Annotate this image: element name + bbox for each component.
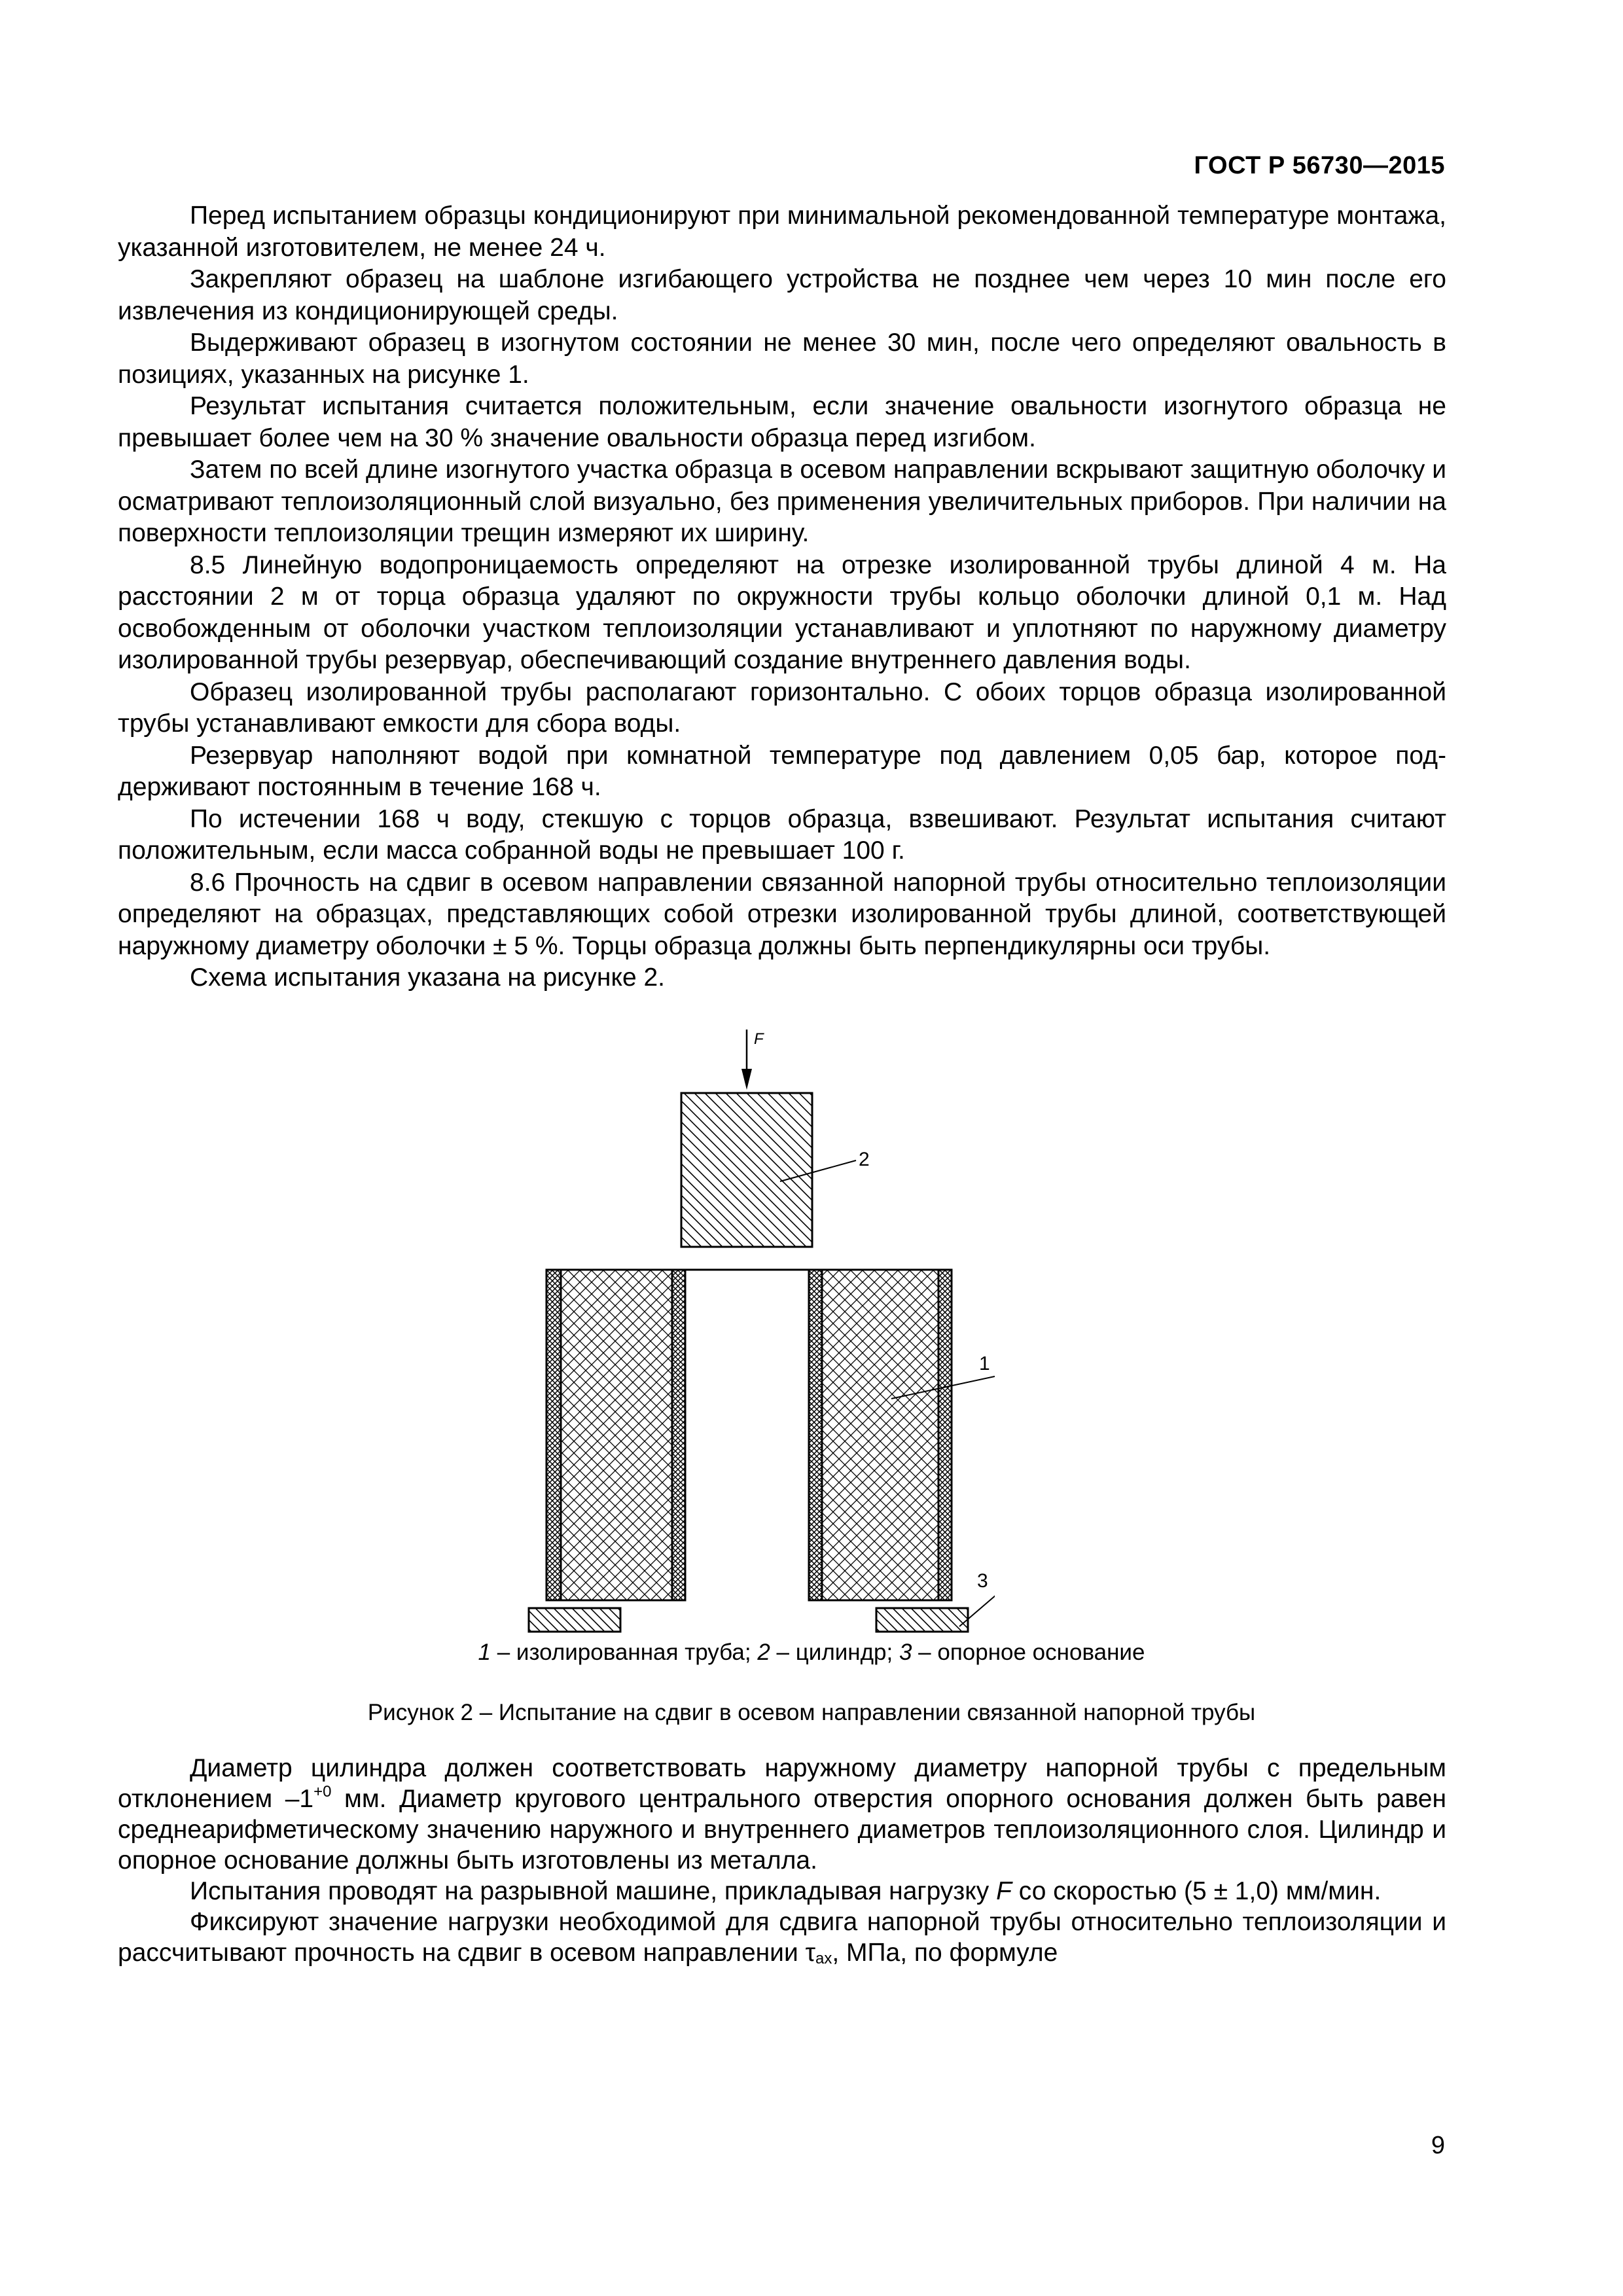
figure-caption: Рисунок 2 – Испытание на сдвиг в осевом направлении связанной напорной трубы xyxy=(367,1700,1256,1725)
paragraph: Перед испытанием образцы кондиционируют при минимальной рекомендованной температуре монтажа, указанной изготовителем, не менее 24 ч. xyxy=(118,202,1446,262)
support-base-left xyxy=(529,1608,620,1632)
insulated-pipe-right-wall xyxy=(809,1270,952,1600)
body-text-bottom xyxy=(118,1753,1446,1968)
paragraph: Образец изолированной трубы располагают горизонтально. С обоих торцов образца изолированной трубы устанавливают емкости для сбора воды. xyxy=(118,677,1446,738)
figure-legend: 1 – изолированная труба; 2 – цилиндр; 3 – опорное основание xyxy=(478,1640,1145,1665)
paragraph: Затем по всей длине изогнутого участка образца в осевом направлении вскрывают защитную оболочку и осматривают теплоизоляционный слой визуально, без применения увеличительных приборов. При наличии на поверхности теплоизоляции трещин измеряют их ширину. xyxy=(118,456,1446,547)
paragraph: Фиксируют значение нагрузки необходимой для сдвига напорной трубы относительно теплоизоляции и рассчитывают прочность на сдвиг в осевом направлении $\tau_{ax}$, МПа, по формуле xyxy=(118,1908,1446,1967)
paragraph: 8.5 Линейную водопроницаемость определяют на отрезке изолированной трубы длиной 4 м. На расстоянии 2 м от торца образца удаляют по окружности трубы кольцо оболочки длиной 0,1 м. Над освобожденным от оболочки участком теплоизоляции устанавливают и уплотняют по наружному диаметру изолированной трубы резервуар, обеспечивающий создание внутреннего давления воды. xyxy=(118,550,1446,674)
shear-test-diagram xyxy=(497,1011,995,1653)
paragraph: Резервуар наполняют водой при комнатной температуре под давлением 0,05 бар, которое поддерживают постоянным в течение 168 ч. xyxy=(118,741,1446,801)
paragraph: Схема испытания указана на рисунке 2. xyxy=(190,963,666,992)
figure-2 xyxy=(497,1011,995,1653)
svg-text:2: 2 xyxy=(859,1149,870,1170)
paragraph: Закрепляют образец на шаблоне изгибающего устройства не позднее чем через 10 мин после его извлечения из кондиционирующей среды. xyxy=(118,265,1446,325)
body-text-top xyxy=(118,200,1446,994)
page-number: 9 xyxy=(1431,2132,1445,2159)
insulated-pipe-left-wall xyxy=(546,1270,685,1600)
support-base-right xyxy=(876,1608,968,1632)
svg-text:3: 3 xyxy=(977,1570,988,1592)
paragraph: Выдерживают образец в изогнутом состоянии не менее 30 мин, после чего определяют овальность в позициях, указанных на рисунке 1. xyxy=(118,329,1446,389)
cylinder xyxy=(681,1093,812,1247)
paragraph: Результат испытания считается положительным, если значение овальности изогнутого образца не превышает более чем на 30 % значение овальности образца перед изгибом. xyxy=(118,392,1446,452)
svg-text:1: 1 xyxy=(979,1353,990,1374)
paragraph: Испытания проводят на разрывной машине, прикладывая нагрузку F со скоростью (5 ± 1,0) мм/мин. xyxy=(190,1877,1382,1905)
force-label: F xyxy=(754,1030,764,1048)
paragraph: Диаметр цилиндра должен соответствовать наружному диаметру напорной трубы с предельным отклонением $-1^{+0}$ мм. Диаметр кругового центрального отверстия опорного основания должен быть равен среднеарифметическому значению наружного и внутреннего диаметров теплоизоляционного слоя. Цилиндр и опорное основание должны быть изготовлены из металла. xyxy=(118,1754,1446,1874)
paragraph: 8.6 Прочность на сдвиг в осевом направлении связанной напорной трубы относительно теплоизоляции определяют на образцах, представляющих собой отрезки изолированной трубы длиной, соответствующей наружному диаметру оболочки ± 5 %. Торцы образца должны быть перпендикулярны оси трубы. xyxy=(118,868,1446,960)
force-arrow xyxy=(741,1030,764,1090)
document-header: ГОСТ Р 56730—2015 xyxy=(1194,152,1445,179)
paragraph: По истечении 168 ч воду, стекшую с торцов образца, взвешивают. Результат испытания считают положительным, если масса собранной воды не превышает 100 г. xyxy=(118,804,1446,865)
